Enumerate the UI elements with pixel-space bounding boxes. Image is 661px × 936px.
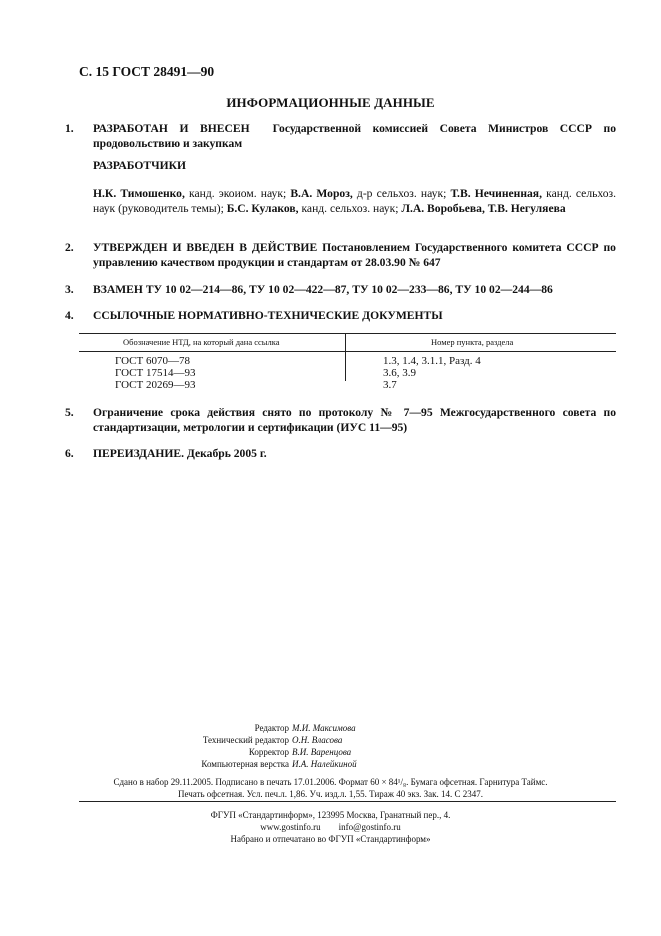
table-header: [79, 333, 616, 352]
developer-name: Т.В. Нечиненная,: [450, 187, 542, 200]
credit-line: [0, 758, 661, 770]
table-cell-items: 3.7: [383, 379, 397, 391]
developer-name: Н.К. Тимошенко,: [93, 187, 185, 200]
section-3-text: ВЗАМЕН ТУ 10 02—214—86, ТУ 10 02—422—87, ТУ 10 02—233—86, ТУ 10 02—244—86: [93, 283, 553, 296]
table-cell-document: ГОСТ 6070—78: [115, 355, 190, 367]
credit-line: [0, 722, 661, 734]
publisher-line-3: Набрано и отпечатано во ФГУП «Стандартинформ»: [230, 834, 431, 844]
publisher-line-1: ФГУП «Стандартинформ», 123995 Москва, Гранатный пер., 4.: [210, 810, 451, 820]
credit-name: И.А. Налейкиной: [292, 759, 357, 769]
section-6: [65, 446, 616, 461]
section-4-text: ССЫЛОЧНЫЕ НОРМАТИВНО-ТЕХНИЧЕСКИЕ ДОКУМЕНТЫ: [93, 309, 443, 322]
section-5: [65, 405, 616, 435]
section-5-text: Ограничение срока действия снято по протоколу № 7—95 Межгосударственного совета по стандартизации, метрологии и сертификации (ИУС 11—95): [93, 406, 616, 434]
table-row: [79, 355, 616, 367]
credit-line: [0, 734, 661, 746]
section-2-heading: УТВЕРЖДЕН И ВВЕДЕН В ДЕЙСТВИЕ: [93, 241, 318, 254]
developer-role: д-р сельхоз. наук;: [356, 187, 447, 200]
section-number: 2.: [65, 241, 74, 254]
developer-name: Б.С. Кулаков,: [226, 202, 299, 215]
table-header-document: Обозначение НТД, на который дана ссылка: [123, 337, 280, 347]
print-info-line-1: Сдано в набор 29.11.2005. Подписано в печать 17.01.2006. Формат 60 × 84¹/₈. Бумага офсетная. Гарнитура Таймс.: [113, 777, 548, 787]
developer-name: В.А. Мороз,: [290, 187, 353, 200]
section-number: 1.: [65, 122, 74, 135]
credit-role: Редактор: [254, 723, 289, 733]
editorial-credits: [0, 722, 661, 770]
reference-table: [79, 333, 616, 391]
credit-role: Технический редактор: [202, 735, 289, 745]
page-header: С. 15 ГОСТ 28491—90: [79, 64, 215, 79]
section-1-heading: РАЗРАБОТАН И ВНЕСЕН: [93, 122, 250, 135]
credit-name: М.И. Максимова: [292, 723, 356, 733]
developer-role: канд. сельхоз. наук (руководитель темы);: [93, 187, 617, 215]
section-1-text: Государственной комиссией Совета Министров СССР по продовольствию и закупкам: [93, 122, 616, 150]
section-number: 4.: [65, 309, 74, 322]
table-cell-items: 1.3, 1.4, 3.1.1, Разд. 4: [383, 355, 481, 367]
table-cell-document: ГОСТ 17514—93: [115, 367, 196, 379]
section-number: 6.: [65, 447, 74, 460]
table-row: [79, 367, 616, 379]
developers-heading-text: РАЗРАБОТЧИКИ: [93, 159, 187, 172]
section-6-text: ПЕРЕИЗДАНИЕ. Декабрь 2005 г.: [93, 447, 267, 460]
credit-role: Компьютерная верстка: [201, 759, 289, 769]
table-cell-document: ГОСТ 20269—93: [115, 379, 196, 391]
developer-role: канд. экоиом. наук;: [189, 187, 287, 200]
table-cell-items: 3.6, 3.9: [383, 367, 416, 379]
credit-name: О.Н. Власова: [292, 735, 343, 745]
table-row: [79, 379, 616, 391]
developers-heading: [93, 158, 616, 173]
credit-name: В.И. Варенцова: [292, 747, 352, 757]
section-2-text: Постановлением Государственного комитета СССР по управлению качеством продукции и стандартам от 28.03.90 № 647: [93, 241, 616, 269]
section-2: [65, 240, 616, 270]
credit-line: [0, 746, 661, 758]
section-1: [65, 121, 616, 151]
section-3: [65, 282, 616, 297]
section-number: 3.: [65, 283, 74, 296]
section-number: 5.: [65, 406, 74, 419]
print-info-line-2: Печать офсетная. Усл. печ.л. 1,86. Уч. изд.л. 1,55. Тираж 40 экз. Зак. 14. С 2347.: [177, 789, 484, 799]
page-title: ИНФОРМАЦИОННЫЕ ДАННЫЕ: [226, 95, 435, 110]
developer-role: канд. сельхоз. наук;: [301, 202, 399, 215]
table-header-items: Номер пункта, раздела: [431, 337, 514, 347]
section-4: [65, 308, 616, 323]
developers-list: [93, 186, 616, 216]
developer-name: Л.А. Воробьева, Т.В. Негуляева: [401, 202, 566, 215]
imprint-divider: [79, 801, 616, 802]
credit-role: Корректор: [248, 747, 289, 757]
publisher-line-2: www.gostinfo.ru info@gostinfo.ru: [260, 822, 401, 832]
